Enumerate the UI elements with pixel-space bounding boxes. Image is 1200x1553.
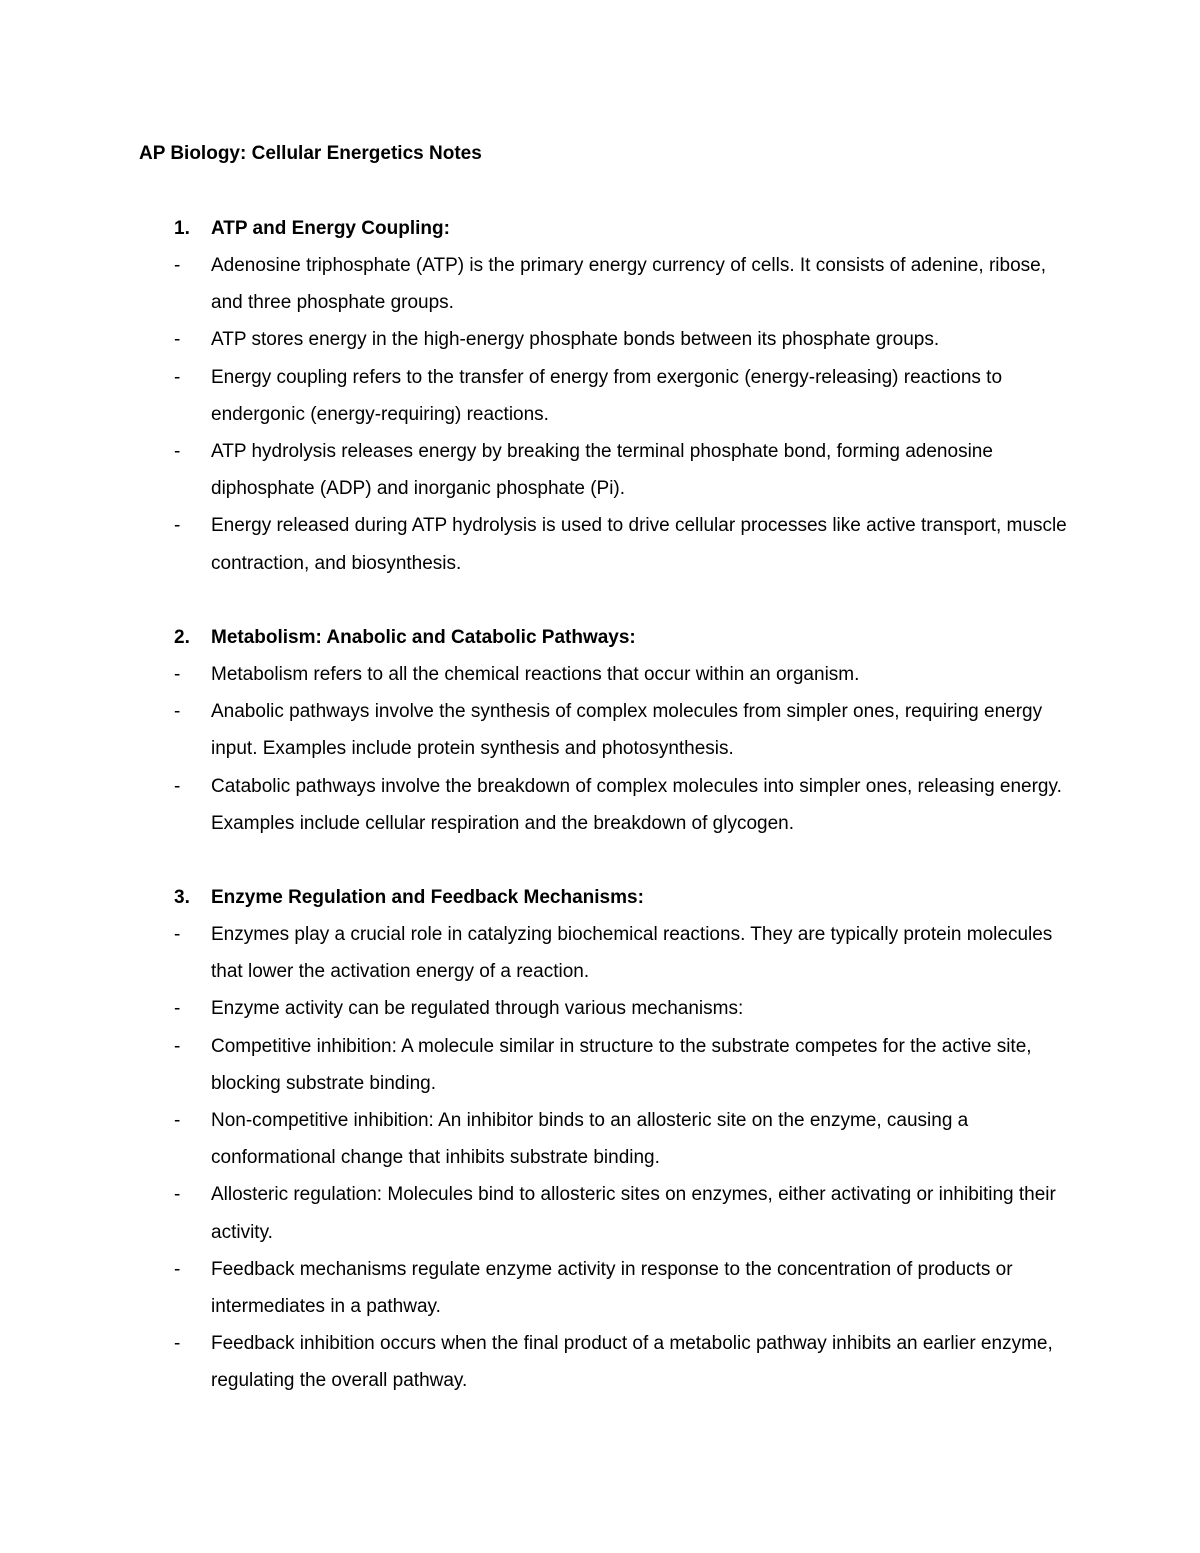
list-item: [139, 1325, 1069, 1399]
list-item: [139, 1176, 1069, 1250]
bullet-marker: -: [174, 1258, 181, 1280]
bullet-marker: -: [174, 924, 181, 945]
bullet-text: Feedback inhibition occurs when the final product of a metabolic pathway inhibits an earlier enzyme, regulating the overall pathway.: [211, 1333, 1053, 1392]
bullet-marker: -: [174, 664, 181, 685]
bullet-marker: -: [174, 1333, 181, 1355]
bullet-text: Metabolism refers to all the chemical reactions that occur within an organism.: [211, 664, 860, 685]
bullet-text: Anabolic pathways involve the synthesis of complex molecules from simpler ones, requiring energy input. Examples include protein synthesis and photosynthesis.: [211, 701, 1043, 760]
list-item: [139, 656, 1069, 693]
list-item: [139, 507, 1069, 581]
section-number: 2.: [174, 627, 190, 648]
document-title: AP Biology: Cellular Energetics Notes: [139, 143, 482, 164]
list-item: [139, 359, 1069, 433]
bullet-text: ATP hydrolysis releases energy by breaking the terminal phosphate bond, forming adenosine diphosphate (ADP) and inorganic phosphate (Pi).: [211, 441, 993, 500]
list-item: [139, 916, 1069, 990]
bullet-marker: -: [174, 441, 181, 463]
bullet-text: Enzyme activity can be regulated through various mechanisms:: [211, 998, 744, 1020]
list-item: [139, 768, 1069, 842]
bullet-marker: -: [174, 1110, 181, 1132]
section-heading: [139, 879, 1069, 916]
list-item: [139, 433, 1069, 507]
list-item: [139, 321, 1069, 358]
bullet-text: Adenosine triphosphate (ATP) is the primary energy currency of cells. It consists of adenine, ribose, and three phosphate groups.: [211, 255, 1046, 314]
bullet-text: Enzymes play a crucial role in catalyzing biochemical reactions. They are typically protein molecules that lower the activation energy of a reaction.: [211, 924, 1053, 983]
bullet-marker: -: [174, 1035, 181, 1057]
section-heading: [139, 619, 1069, 656]
bullet-marker: -: [174, 515, 181, 537]
bullet-marker: -: [174, 775, 181, 797]
bullet-marker: -: [174, 366, 181, 388]
list-item: [139, 1251, 1069, 1325]
section-title: Enzyme Regulation and Feedback Mechanisms:: [211, 887, 644, 908]
bullet-marker: -: [174, 329, 181, 351]
section-number: 3.: [174, 887, 190, 908]
bullet-marker: -: [174, 998, 181, 1020]
bullet-text: Competitive inhibition: A molecule similar in structure to the substrate competes for the active site, blocking substrate binding.: [211, 1035, 1032, 1094]
section-heading: [139, 210, 1069, 247]
bullet-marker: -: [174, 255, 181, 276]
bullet-list: [139, 247, 1069, 582]
bullet-text: Feedback mechanisms regulate enzyme activity in response to the concentration of products or intermediates in a pathway.: [211, 1258, 1013, 1318]
bullet-text: Allosteric regulation: Molecules bind to allosteric sites on enzymes, either activating or inhibiting their activity.: [211, 1184, 1056, 1243]
bullet-text: Catabolic pathways involve the breakdown of complex molecules into simpler ones, releasing energy. Examples include cellular respiration and the breakdown of glycogen.: [211, 775, 1062, 834]
list-item: [139, 247, 1069, 321]
list-item: [139, 1028, 1069, 1102]
bullet-marker: -: [174, 1184, 181, 1206]
bullet-text: ATP stores energy in the high-energy phosphate bonds between its phosphate groups.: [211, 329, 940, 351]
bullet-text: Energy released during ATP hydrolysis is used to drive cellular processes like active transport, muscle contraction, and biosynthesis.: [211, 515, 1067, 574]
bullet-list: [139, 916, 1069, 1400]
list-item: [139, 1102, 1069, 1176]
bullet-text: Energy coupling refers to the transfer of energy from exergonic (energy-releasing) reactions to endergonic (energy-requiring) reactions.: [211, 366, 1003, 425]
section-title: Metabolism: Anabolic and Catabolic Pathways:: [211, 627, 636, 648]
section-title: ATP and Energy Coupling:: [211, 218, 450, 239]
bullet-marker: -: [174, 701, 181, 723]
section-metabolism-pathways: [139, 619, 1069, 842]
list-item: [139, 990, 1069, 1027]
bullet-text: Non-competitive inhibition: An inhibitor binds to an allosteric site on the enzyme, causing a conformational change that inhibits substrate binding.: [211, 1110, 969, 1169]
section-number: 1.: [174, 218, 190, 239]
list-item: [139, 693, 1069, 767]
section-atp-energy-coupling: [139, 210, 1069, 582]
section-enzyme-regulation: [139, 879, 1069, 1400]
bullet-list: [139, 656, 1069, 842]
